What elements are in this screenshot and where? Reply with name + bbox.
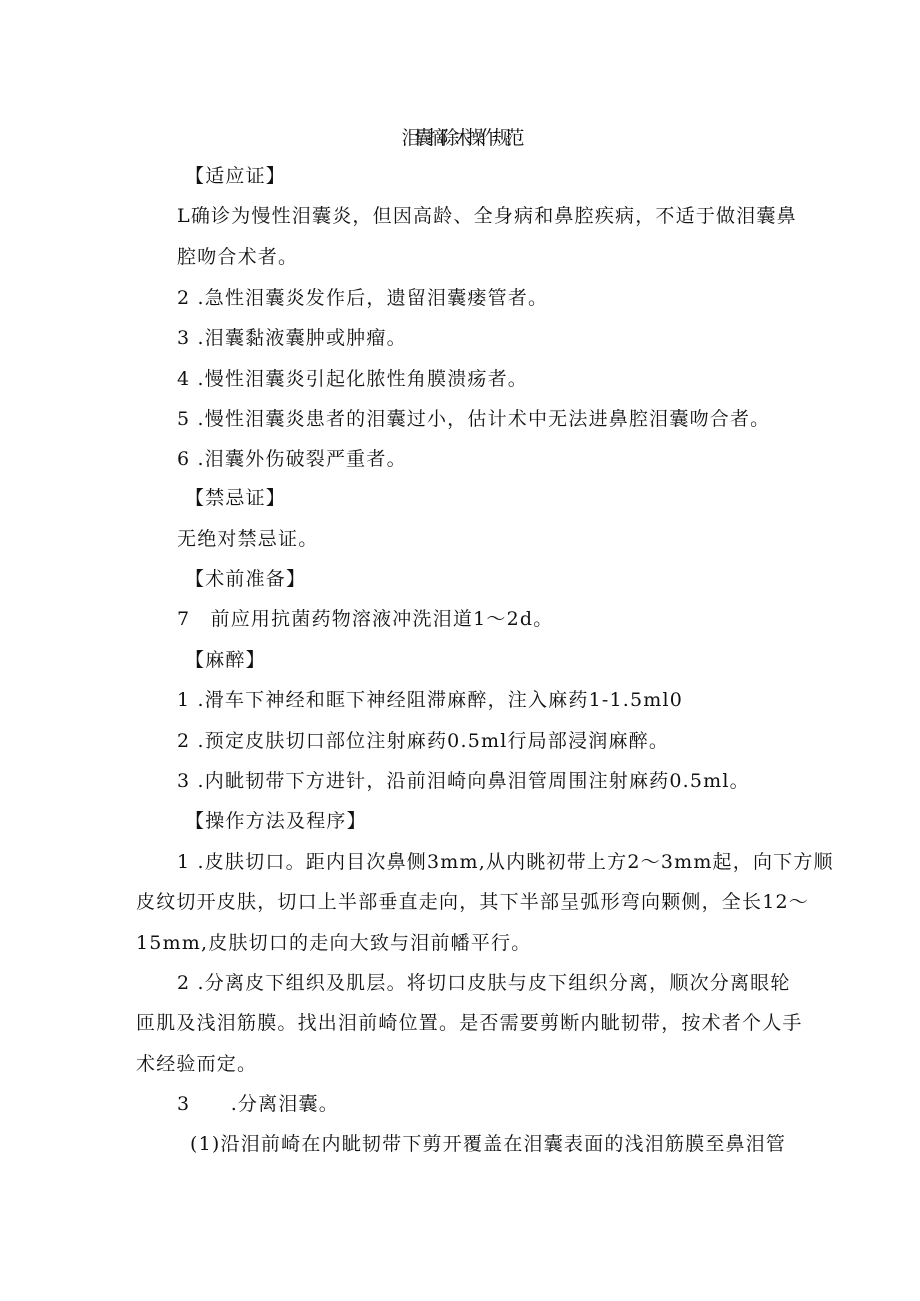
document-title: 泪囊摘除术操作规范 bbox=[401, 127, 519, 149]
procedure-step-3: 3 .分离泪囊。 bbox=[177, 1093, 339, 1115]
procedure-step-1-line-2: 皮纹切开皮肤，切口上半部垂直走向，其下半部呈弧形弯向颗侧，全长12～ bbox=[136, 891, 809, 913]
indication-item-3: 3 .泪囊黏液囊肿或肿瘤。 bbox=[177, 327, 407, 349]
procedure-step-2-line-1: 2 .分离皮下组织及肌层。将切口皮肤与皮下组织分离，顺次分离眼轮 bbox=[177, 972, 791, 994]
indication-item-4: 4 .慢性泪囊炎引起化脓性角膜溃疡者。 bbox=[177, 368, 528, 390]
indication-item-6: 6 .泪囊外伤破裂严重者。 bbox=[177, 448, 407, 470]
procedure-step-1-line-1: 1 .皮肤切口。距内目次鼻侧3mm,从内眺初带上方2～3mm起，向下方顺 bbox=[177, 851, 834, 873]
procedure-step-3-sub-1: (1)沿泪前崎在内眦韧带下剪开覆盖在泪囊表面的浅泪筋膜至鼻泪管 bbox=[190, 1133, 787, 1155]
section-heading-preparation: 【术前准备】 bbox=[185, 568, 307, 590]
procedure-step-2-line-3: 术经验而定。 bbox=[136, 1053, 258, 1075]
anesthesia-item-2: 2 .预定皮肤切口部位注射麻药0.5ml行局部浸润麻醉。 bbox=[177, 730, 670, 752]
anesthesia-item-3: 3 .内眦韧带下方进针，沿前泪崎向鼻泪管周围注射麻药0.5ml。 bbox=[177, 770, 750, 792]
contraindications-text: 无绝对禁忌证。 bbox=[177, 528, 319, 550]
section-heading-indications: 【适应证】 bbox=[185, 165, 287, 187]
section-heading-anesthesia: 【麻醉】 bbox=[185, 649, 266, 671]
indication-item-1-line-2: 腔吻合术者。 bbox=[177, 246, 299, 268]
procedure-step-1-line-3: 15mm,皮肤切口的走向大致与泪前幡平行。 bbox=[136, 932, 532, 954]
preparation-text: 7 前应用抗菌药物溶液冲洗泪道1～2d。 bbox=[177, 608, 554, 630]
indication-item-1-line-1: L确诊为慢性泪囊炎，但因高龄、全身病和鼻腔疾病，不适于做泪囊鼻 bbox=[177, 205, 797, 227]
indication-item-2: 2 .急性泪囊炎发作后，遗留泪囊瘘管者。 bbox=[177, 287, 549, 309]
procedure-step-2-line-2: 匝肌及浅泪筋膜。找出泪前崎位置。是否需要剪断内眦韧带，按术者个人手 bbox=[136, 1012, 803, 1034]
anesthesia-item-1: 1 .滑车下神经和眶下神经阻滞麻醉，注入麻药1-1.5ml0 bbox=[177, 689, 684, 711]
section-heading-contraindications: 【禁忌证】 bbox=[185, 487, 287, 509]
section-heading-procedure: 【操作方法及程序】 bbox=[185, 810, 367, 832]
indication-item-5: 5 .慢性泪囊炎患者的泪囊过小，估计术中无法进鼻腔泪囊吻合者。 bbox=[177, 408, 771, 430]
